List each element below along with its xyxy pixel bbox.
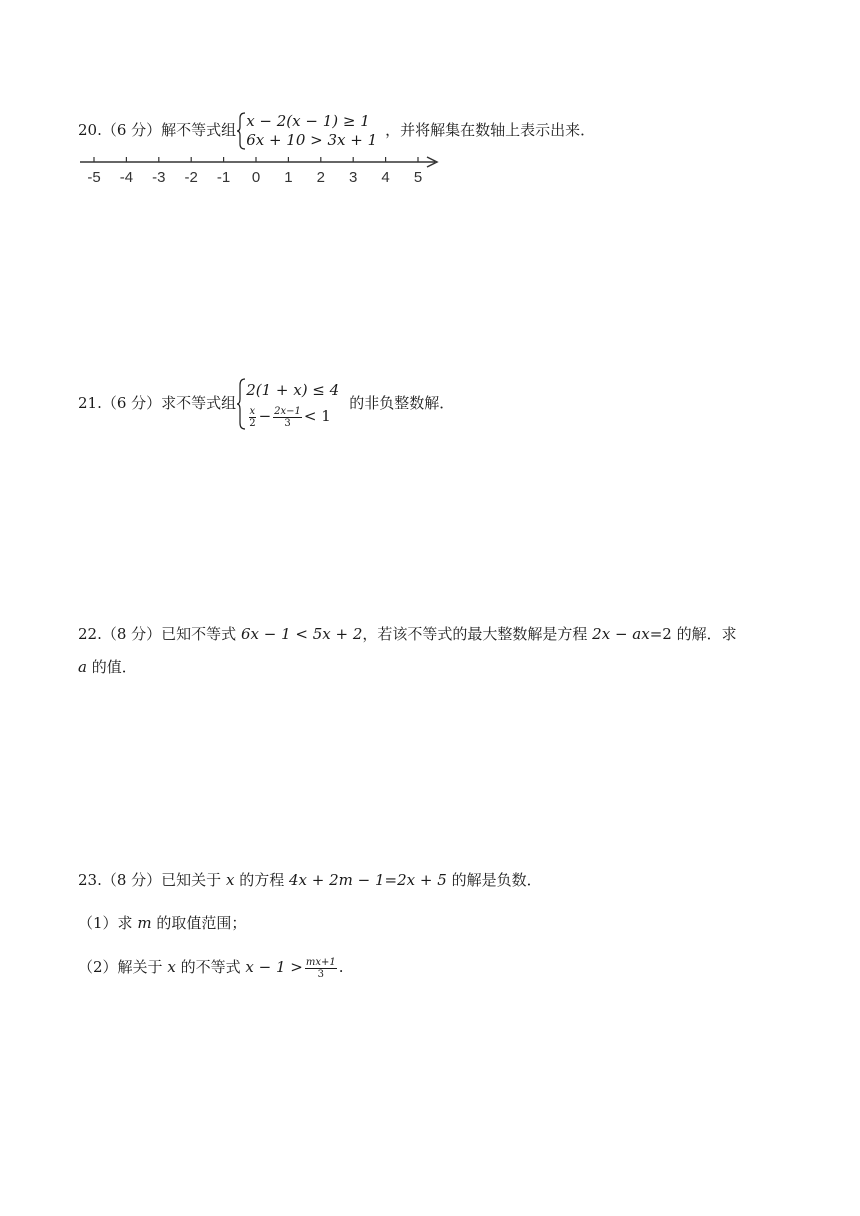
question-prefix: 解不等式组 bbox=[161, 121, 237, 139]
inequality-system bbox=[236, 378, 339, 430]
question-number: 23. bbox=[78, 871, 102, 889]
text: 的解．求 bbox=[676, 625, 737, 643]
fraction bbox=[273, 406, 302, 429]
question-score: （6 分） bbox=[101, 121, 162, 139]
text: 的解是负数． bbox=[451, 871, 542, 889]
system-line-2 bbox=[246, 402, 339, 430]
question-suffix: ，并将解集在数轴上表示出来． bbox=[385, 121, 596, 139]
fraction-denominator: 3 bbox=[317, 968, 324, 980]
question-20 bbox=[78, 112, 595, 150]
question-score: （8 分） bbox=[101, 625, 162, 643]
number-line bbox=[80, 152, 445, 188]
variable: x bbox=[167, 958, 176, 976]
tick-label: -4 bbox=[119, 169, 134, 186]
equation-lhs: 4x + 2m − 1 bbox=[289, 871, 385, 889]
minus-sign: − bbox=[258, 407, 272, 425]
inequality-tail: < 1 bbox=[303, 407, 331, 425]
tick-label: -2 bbox=[184, 169, 198, 186]
variable: m bbox=[137, 914, 152, 932]
fraction-denominator: 2 bbox=[249, 417, 256, 429]
question-prefix: 求不等式组 bbox=[161, 394, 237, 412]
variable: x bbox=[225, 871, 235, 889]
question-22 bbox=[78, 623, 737, 645]
question-21 bbox=[78, 378, 454, 430]
sub-question-1 bbox=[78, 912, 246, 934]
inequality-lhs: x − 1 > bbox=[245, 958, 303, 976]
left-brace-icon bbox=[236, 112, 246, 150]
question-score: （6 分） bbox=[101, 394, 162, 412]
sub-question-label: （1） bbox=[78, 914, 118, 932]
equation-rhs: =2 bbox=[649, 625, 672, 643]
text: 的取值范围； bbox=[156, 914, 247, 932]
variable: a bbox=[78, 658, 87, 676]
sub-question-label: （2） bbox=[78, 958, 118, 976]
inequality: 6x − 1 < 5x + 2 bbox=[240, 625, 363, 643]
tick-label: 2 bbox=[316, 169, 325, 186]
tick-label: 3 bbox=[349, 169, 358, 186]
text: 已知关于 bbox=[161, 871, 222, 889]
text: 的方程 bbox=[239, 871, 285, 889]
question-score: （8 分） bbox=[101, 871, 162, 889]
question-number: 22. bbox=[78, 625, 102, 643]
tick-label: 0 bbox=[251, 169, 261, 186]
tick-label: 1 bbox=[284, 169, 293, 186]
tick-label: 5 bbox=[413, 169, 423, 186]
question-22-line-2 bbox=[78, 656, 137, 678]
tick-label: 4 bbox=[381, 169, 390, 186]
system-line-1: x − 2(x − 1) ≥ 1 bbox=[246, 112, 370, 130]
fraction-numerator: 2x−1 bbox=[274, 405, 301, 417]
question-suffix: 的非负整数解． bbox=[349, 394, 455, 412]
question-23 bbox=[78, 869, 542, 891]
inequality-system bbox=[236, 112, 377, 150]
equation-rhs: =2x + 5 bbox=[384, 871, 447, 889]
system-line-2: 6x + 10 > 3x + 1 bbox=[246, 131, 378, 149]
fraction-denominator: 3 bbox=[284, 417, 291, 429]
question-number: 21. bbox=[78, 394, 102, 412]
system-line-1: 2(1 + x) ≤ 4 bbox=[246, 381, 340, 399]
sub-question-2 bbox=[78, 956, 344, 980]
tick-label: -3 bbox=[152, 169, 166, 186]
period: . bbox=[338, 958, 344, 976]
equation-lhs: 2x − ax bbox=[592, 625, 650, 643]
text: 的值． bbox=[91, 658, 137, 676]
text: ，若该不等式的最大整数解是方程 bbox=[362, 625, 588, 643]
left-brace-icon bbox=[236, 378, 246, 430]
question-number: 20. bbox=[78, 121, 102, 139]
text: 求 bbox=[117, 914, 133, 932]
fraction-numerator: mx+1 bbox=[305, 956, 336, 968]
text: 的不等式 bbox=[180, 958, 241, 976]
tick-label: -5 bbox=[87, 169, 101, 186]
fraction bbox=[305, 957, 337, 980]
tick-label: -1 bbox=[216, 169, 231, 186]
text: 已知不等式 bbox=[161, 625, 237, 643]
fraction bbox=[248, 406, 256, 429]
fraction-numerator: x bbox=[249, 405, 256, 417]
text: 解关于 bbox=[117, 958, 163, 976]
